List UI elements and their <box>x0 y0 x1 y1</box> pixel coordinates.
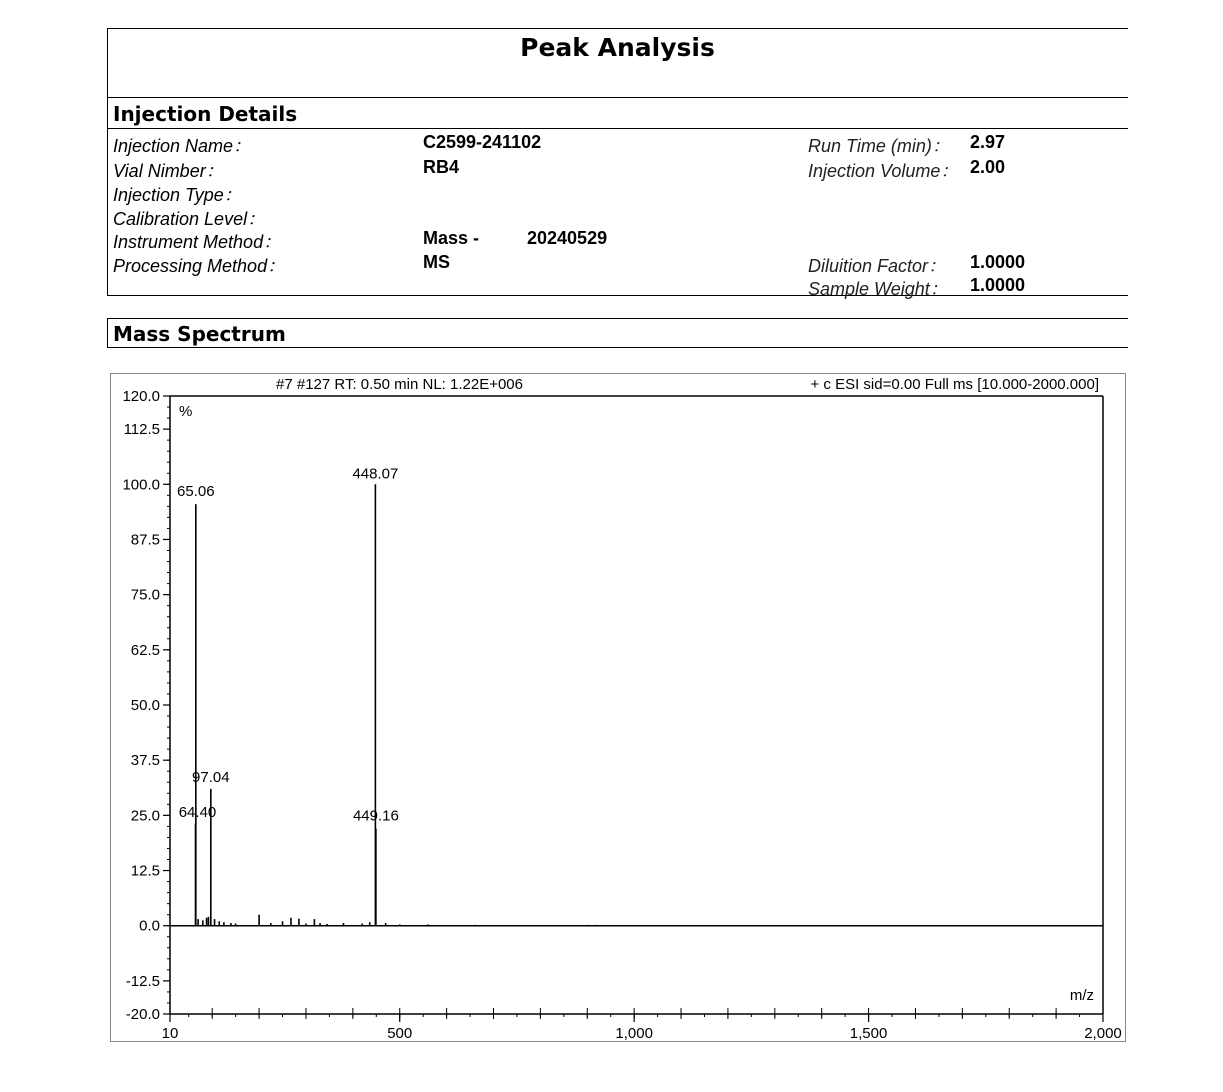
y-tick-label: 25.0 <box>130 807 160 825</box>
vial-number-label: Vial Nimber： <box>113 161 224 181</box>
instrument-method-value-a: Mass - <box>423 228 480 248</box>
mass-spectrum-heading: Mass Spectrum <box>113 322 286 346</box>
x-tick-label: 1,500 <box>849 1025 888 1042</box>
y-tick-label: 87.5 <box>130 531 160 549</box>
processing-method-label: Processing Method： <box>113 256 286 276</box>
y-tick-label: 112.5 <box>123 421 160 439</box>
chart-header-left: #7 #127 RT: 0.50 min NL: 1.22E+006 <box>276 376 523 393</box>
processing-method-value: MS <box>423 252 450 272</box>
y-tick-label: 100.0 <box>122 476 160 494</box>
injection-details-heading: Injection Details <box>113 102 298 126</box>
dilution-factor-value: 1.0000 <box>970 252 1026 272</box>
y-tick-label: 12.5 <box>130 862 160 880</box>
peak-label: 65.06 <box>177 483 215 501</box>
injection-name-value: C2599-241102 <box>423 132 542 152</box>
sample-weight-label: Sample Weight： <box>808 279 948 299</box>
y-axis-unit: % <box>179 403 193 420</box>
x-tick-label: 500 <box>387 1025 413 1042</box>
injection-name-label: Injection Name： <box>113 136 252 156</box>
instrument-method-value-b: 20240529 <box>527 228 608 248</box>
injection-volume-label: Injection Volume： <box>808 161 959 181</box>
injection-volume-value: 2.00 <box>970 157 1006 177</box>
peak-label: 448.07 <box>352 465 399 483</box>
x-tick-label: 1,000 <box>615 1025 653 1042</box>
x-axis-label: m/z <box>1069 987 1094 1004</box>
vial-number-value: RB4 <box>423 157 460 177</box>
run-time-label: Run Time (min)： <box>808 136 950 156</box>
y-tick-label: 120.0 <box>122 388 160 405</box>
x-tick-label: 2,000 <box>1084 1025 1122 1042</box>
x-tick-label: 10 <box>161 1025 179 1042</box>
report-title: Peak Analysis <box>520 33 715 62</box>
y-tick-label: -12.5 <box>125 972 160 990</box>
y-tick-label: 37.5 <box>130 752 160 770</box>
calibration-level-label: Calibration Level： <box>113 209 266 229</box>
peak-label: 64.40 <box>178 804 217 822</box>
injection-type-label: Injection Type： <box>113 185 242 205</box>
sample-weight-value: 1.0000 <box>970 275 1026 295</box>
peak-label: 449.16 <box>352 807 399 825</box>
y-tick-label: 50.0 <box>130 697 160 714</box>
instrument-method-label: Instrument Method： <box>113 232 282 252</box>
run-time-value: 2.97 <box>970 132 1006 152</box>
y-tick-label: 75.0 <box>130 586 160 604</box>
y-tick-label: 0.0 <box>139 917 160 935</box>
y-tick-label: 62.5 <box>130 641 160 659</box>
chart-header-right: + c ESI sid=0.00 Full ms [10.000-2000.000] <box>810 376 1099 393</box>
peak-label: 97.04 <box>192 768 230 786</box>
y-tick-label: -20.0 <box>125 1006 160 1023</box>
dilution-factor-label: Diluition Factor： <box>808 256 947 276</box>
